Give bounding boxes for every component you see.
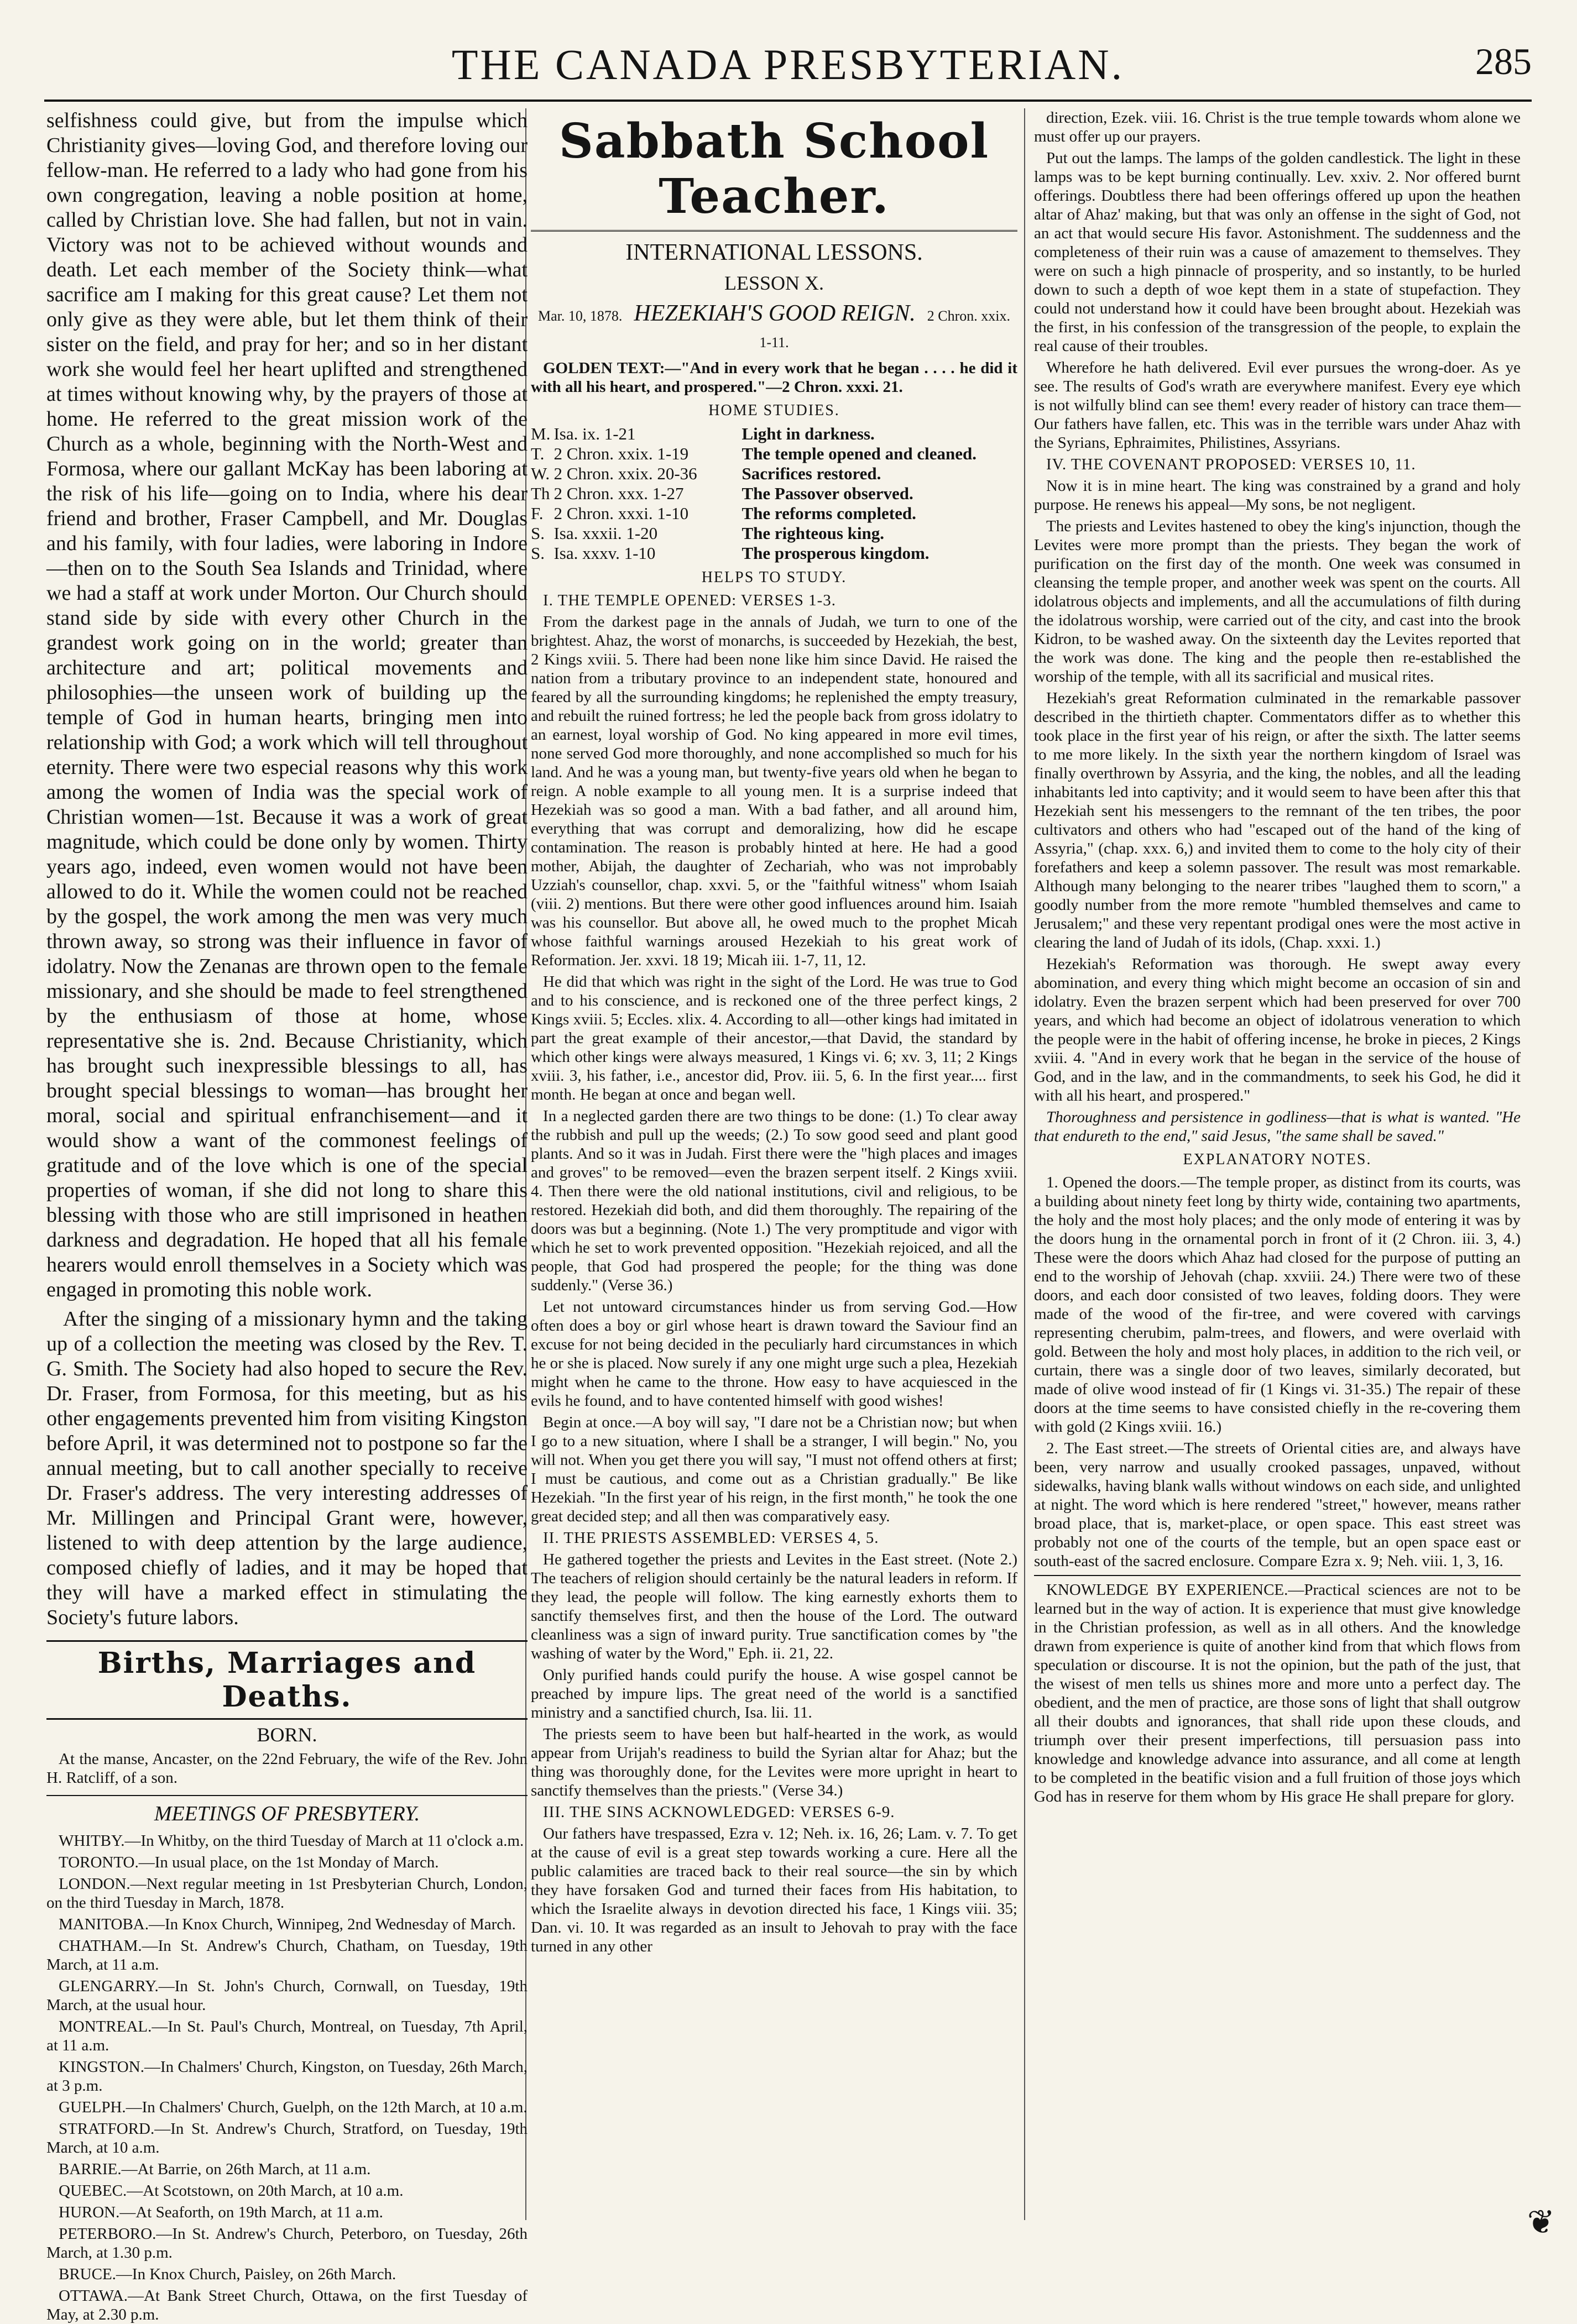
column-1: [46, 108, 528, 2323]
lesson-paragraph: Only purified hands could purify the house. A wise gospel cannot be preached by impure lips. The great need of the world is a sanctified ministry and a sanctified church, Isa. lii. 11.: [531, 1666, 1017, 1721]
lesson-paragraph: direction, Ezek. viii. 16. Christ is the true temple towards whom alone we must offer up our prayers.: [1034, 109, 1521, 145]
lesson-scripture: 2 Chron. xxix. 1-11.: [759, 308, 1011, 350]
lesson-paragraph: Begin at once.—A boy will say, "I dare not be a Christian now; but when I go to a new situation, where I shall be a stranger, I will begin." No, you will not. When you get there you will say, "I must not offend others at first; I must be cautious, and come out as a Christian gradually." Be like Hezekiah. "In the first year of his reign, in the first month," he took the one great decided step; and all then was comparatively easy.: [531, 1414, 1017, 1525]
knowledge-by-experience-paragraph: KNOWLEDGE BY EXPERIENCE.—Practical sciences are not to be learned but in the way of action. It is experience that must give knowledge in the Christian profession, as well as in all others. And the knowledge drawn from experience is quite of another kind from that which flows from speculation or discourse. It is not the opinion, but the path of the just, that the wisest of men tells us shines more and more unto a perfect day. The obedient, and the men of practice, are those sons of light that shall outgrow all their doubts and ignorances, that shall ride upon these clouds, and triumph over their present imperfections, till persuasion pass into knowledge and knowledge advance into assurance, and all come at length to be completed in the beatific vision and a full fruition of those joys which God has in reserve for them whom by His grace He shall prepare for glory.: [1034, 1581, 1521, 1805]
column-divider: [1024, 108, 1025, 2220]
column-2: [531, 108, 1017, 2231]
helps-to-study-heading: HELPS TO STUDY.: [701, 569, 847, 586]
reference: 2 Chron. xxix. 1-19: [553, 444, 689, 463]
day: W.: [531, 464, 550, 483]
meeting-item: LONDON.—Next regular meeting in 1st Presbyterian Church, London, on the third Tuesday in March, 1878.: [46, 1875, 528, 1912]
topic: Light in darkness.: [741, 424, 875, 443]
article-paragraph: selfishness could give, but from the impulse which Christianity gives—loving God, and therefore loving our fellow-man. He referred to a lady who had gone from his own congregation, leaving a noble position at home, called by Christian love. She had fallen, but not in vain. Victory was not to be achieved without wounds and death. Let each member of the Society think—what sacrifice am I making for this great cause? Let them not only give as they were able, but let them think of their sister on the field, and pray for her; and so in her distant work she would feel her heart uplifted and strengthened at times without knowing why, by the prayers of those at home. He referred to the great mission work of the Church as a whole, beginning with the North-West and Formosa, where our gallant McKay has been laboring at the risk of his life—going on to India, where his dear friend and brother, Fraser Campbell, and Mr. Douglas and his family, with four ladies, were laboring in Indore—then on to the South Sea Islands and Trinidad, where we had a staff at work under Morton. Our Church should stand side by side with every other Church in the grandest work going on in the world; greater than architecture and art; political movements and philosophies—the unseen work of building up the temple of God in human hearts, bringing men into relationship with God; a work which will tell throughout eternity. There were two especial reasons why this work among the women of India was the special work of Christian women—1st. Because it was a work of great magnitude, which could be done only by women. Thirty years ago, indeed, even women would not have been allowed to do it. While the women could not be reached by the gospel, the work among the men was very much thrown away, so strong was their influence in favor of idolatry. Now the Zenanas are thrown open to the female missionary, and she should be made to feel strengthened by the enthusiasm of those at home, whose representative she is. 2nd. Because Christianity, which has brought such inexpressible blessings to all, has brought special blessings to woman—has brought her moral, social and spiritual enfranchisement—and it would show a want of the commonest feelings of gratitude and of the love which is one of the special properties of woman, if she did not long to share this blessing with those who are still imprisoned in heathen darkness and degradation. He hoped that all his female hearers would enroll themselves in a Society which was engaged in promoting this noble work.: [46, 109, 528, 1301]
day: M.: [531, 424, 551, 443]
home-studies-table: [531, 424, 1017, 563]
meeting-item: OTTAWA.—At Bank Street Church, Ottawa, on the first Tuesday of May, at 2.30 p.m.: [46, 2287, 528, 2323]
meeting-item: WHITBY.—In Whitby, on the third Tuesday of March at 11 o'clock a.m.: [59, 1832, 524, 1850]
international-lessons-heading: INTERNATIONAL LESSONS.: [531, 230, 1017, 266]
day: S.: [531, 543, 545, 563]
meeting-item: BRUCE.—In Knox Church, Paisley, on 26th March.: [59, 2265, 396, 2283]
explanatory-note: 2. The East street.—The streets of Oriental cities are, and always have been, very narrow and usually crooked passages, unpaved, without sidewalks, having blank walls without windows on each side, and unlighted at night. The word which is here rendered "street," however, means rather broad place, that is, market-place, or open space. This east street was probably not one of the courts of the temple, but an open space east or south-east of the sacred enclosure. Compare Ezra x. 9; Neh. viii. 1, 3, 16.: [1034, 1440, 1521, 1570]
meeting-item: GUELPH.—In Chalmers' Church, Guelph, on the 12th March, at 10 a.m.: [59, 2098, 528, 2116]
lesson-paragraph: Thoroughness and persistence in godliness—that is what is wanted. "He that endureth to the end," said Jesus, "the same shall be saved.": [1034, 1108, 1521, 1145]
born-notice: At the manse, Ancaster, on the 22nd February, the wife of the Rev. John H. Ratcliff, of a son.: [46, 1750, 528, 1787]
table-row: [531, 524, 1017, 543]
lesson-paragraph: Hezekiah's great Reformation culminated in the remarkable passover described in the thirtieth chapter. Commentators differ as to whether this took place in the first year of his reign, or after the sixth. The latter seems to me more likely. In the sixth year the northern kingdom of Israel was finally overthrown by Assyria, and the king, the nobles, and all the leading inhabitants led into captivity; and it would seem to have been after this that Hezekiah sent his messengers to the remnant of the ten tribes, the poor cultivators and others who had "escaped out of the hand of the king of Assyria," (chap. xxx. 6,) and invited them to come to the holy city of their forefathers and keep a solemn passover. The result was most remarkable. Although many belonging to the nearer tribes "laughed them to scorn," a goodly number from the more remote "humbled themselves and came to Jerusalem;" and these very repentant prodigal ones were the most active in clearing the land of Judah of its idols, (Chap. xxxi. 1.): [1034, 689, 1521, 951]
day: F.: [531, 504, 544, 523]
newspaper-title: THE CANADA PRESBYTERIAN.: [451, 40, 1125, 88]
explanatory-note: 1. Opened the doors.—The temple proper, as distinct from its courts, was a building about ninety feet long by thirty wide, containing two apartments, the holy and the most holy places; and the only mode of entering it was by the doors hung in the ornamental porch in front of it (2 Chron. iii. 3, 4.) These were the doors which Ahaz had closed for the purpose of putting an end to the worship of Jehovah (chap. xxviii. 24.) There were two of these doors, and each door consisted of two leaves, folding doors. They were made of the wood of the fir-tree, and were covered with carvings representing cherubim, palm-trees, and flowers, and were overlaid with gold. Between the holy and most holy places, in addition to the rich veil, or curtain, there was a single door of two leaves, similarly decorated, but made of olive wood instead of fir (1 Kings vi. 31-35.) The repair of these doors at the time seems to have consisted chiefly in the re-covering them with gold (2 Kings xviii. 16.): [1034, 1174, 1521, 1436]
lesson-paragraph: The priests and Levites hastened to obey the king's injunction, though the Levites were more prompt than the priests. They began the work of purification on the first day of the month. One week was consumed in cleansing the temple proper, and another week was spent on the courts. All idolatrous objects and implements, and all the accumulations of filth during the idolatrous worship, were carried out of the city, and cast into the brook Kidron, to be washed away. On the sixteenth day the Levites reported that the work was done. The king and the people then re-established the worship of the temple, with all its sacrificial and musical rites.: [1034, 517, 1521, 685]
topic: The righteous king.: [741, 524, 884, 543]
article-paragraph: After the singing of a missionary hymn and the taking up of a collection the meeting was closed by the Rev. T. G. Smith. The Society had also hoped to secure the Rev. Dr. Fraser, from Formosa, for this meeting, but as his other engagements prevented him from visiting Kingston before April, it was determined not to postpone so far the annual meeting, but to call another specially to receive Dr. Fraser's address. The very interesting addresses of Mr. Millingen and Principal Grant were, however, listened to with deep attention by the large audience, composed chiefly of ladies, and it may be hoped that they will have a marked effect in stimulating the Society's future labors.: [46, 1307, 528, 1629]
meeting-item: QUEBEC.—At Scotstown, on 20th March, at 10 a.m.: [59, 2182, 404, 2200]
lesson-paragraph: In a neglected garden there are two things to be done: (1.) To clear away the rubbish and pull up the weeds; (2.) To sow good seed and plant good plants. And so it was in Judah. First there were the "high places and images and groves" to be removed—even the brazen serpent itself. 2 Kings xviii. 4. Then there were the old national institutions, civil and religious, to be restored. Hezekiah did both, and did them thoroughly. The repairing of the doors was but a beginning. (Note 1.) The very promptitude and vigor with which he set to work prevented opposition. "Hezekiah rejoiced, and all the people, that God had prospered the people; for the thing was done suddenly." (Verse 36.): [531, 1107, 1017, 1294]
lesson-paragraph: Let not untoward circumstances hinder us from serving God.—How often does a boy or girl whose heart is drawn toward the Saviour find an excuse for not being decided in the peculiarly hard circumstances in which he or she is placed. Now surely if any one might urge such a plea, Hezekiah might when he came to the throne. How easy to have acquiesced in the evils he found, and to have contented himself with good wishes!: [531, 1298, 1017, 1410]
explanatory-notes-heading: EXPLANATORY NOTES.: [1183, 1151, 1372, 1168]
table-row: [531, 444, 1017, 464]
section-heading: I. THE TEMPLE OPENED: VERSES 1-3.: [543, 592, 837, 609]
sabbath-school-teacher-masthead: Sabbath School Teacher.: [558, 113, 990, 224]
meeting-item: MONTREAL.—In St. Paul's Church, Montreal, on Tuesday, 7th April, at 11 a.m.: [46, 2018, 528, 2054]
meeting-item: CHATHAM.—In St. Andrew's Church, Chatham, on Tuesday, 19th March, at 11 a.m.: [46, 1937, 528, 1974]
table-row: [531, 464, 1017, 484]
lesson-paragraph: Put out the lamps. The lamps of the golden candlestick. The light in these lamps was to be kept burning continually. Lev. xxiv. 2. Nor offered burnt offerings. Doubtless there had been offerings offered up upon the heathen altar of Ahaz' making, but that was only an offense in the sight of God, not an act that would secure His favor. Astonishment. The suddenness and the completeness of their ruin was a cause of amazement to themselves. They were on such a high pinnacle of prosperity, and so instantly, to be hurled down to such a depth of woe kept them in a state of stupefaction. They could not understand how it could have been brought about. Hezekiah was the first, in his confession of the transgression of the people, to explain the real cause of their troubles.: [1034, 149, 1521, 355]
meeting-item: GLENGARRY.—In St. John's Church, Cornwall, on Tuesday, 19th March, at the usual hour.: [46, 1977, 528, 2014]
reference: 2 Chron. xxxi. 1-10: [553, 504, 689, 523]
lesson-paragraph: He gathered together the priests and Levites in the East street. (Note 2.) The teachers of religion should certainly be the natural leaders in reform. If they lead, the people will follow. The king earnestly exhorts them to sanctify themselves first, and then the house of the Lord. The outward cleanliness was a sign of inward purity. True sanctification comes by "the washing of water by the Word," Eph. ii. 21, 22.: [531, 1551, 1017, 1662]
page-number: 285: [1475, 40, 1532, 82]
born-heading: BORN.: [257, 1724, 317, 1746]
lesson-paragraph: Hezekiah's Reformation was thorough. He swept away every abomination, and every thing which might become an occasion of sin and idolatry. Even the brazen serpent which had been preserved for over 700 years, and which had become an object of idolatrous veneration to which the people were in the habit of offering incense, he broke in pieces, 2 Kings xviii. 4. "And in every work that he began in the service of the house of God, and in the law, and in the commandments, to seek his God, he did it with all his heart, and prospered.": [1034, 955, 1521, 1105]
table-row: [531, 543, 1017, 563]
reference: Isa. xxxv. 1-10: [553, 543, 656, 563]
table-row: [531, 504, 1017, 524]
lesson-paragraph: Now it is in mine heart. The king was constrained by a grand and holy purpose. He renews his appeal—My sons, be not negligent.: [1034, 477, 1521, 514]
meeting-item: KINGSTON.—In Chalmers' Church, Kingston, on Tuesday, 26th March, at 3 p.m.: [46, 2058, 528, 2095]
topic: The reforms completed.: [741, 504, 916, 523]
section-divider: [1034, 1575, 1521, 1576]
table-row: [531, 424, 1017, 444]
topic: Sacrifices restored.: [741, 464, 881, 483]
lesson-paragraph: Our fathers have trespassed, Ezra v. 12; Neh. ix. 16, 26; Lam. v. 7. To get at the cause of evil is a great step towards working a cure. Here all the public calamities are traced back to their real source—the sin by which they have forsaken God and turned their faces from His habitation, to which the Israelite always in devotion directed his face, 1 Kings viii. 35; Dan. vi. 10. It was regarded as an insult to Jehovah to pray with the face turned in any other: [531, 1825, 1017, 1955]
column-3: [1034, 108, 1521, 2231]
births-marriages-deaths-heading: Births, Marriages and Deaths.: [46, 1640, 528, 1720]
reference: 2 Chron. xxix. 20-36: [553, 464, 697, 483]
meetings-heading: MEETINGS OF PRESBYTERY.: [46, 1795, 528, 1826]
section-heading: III. THE SINS ACKNOWLEDGED: VERSES 6-9.: [543, 1803, 895, 1821]
lesson-date: Mar. 10, 1878.: [537, 308, 623, 324]
section-heading: IV. THE COVENANT PROPOSED: VERSES 10, 11.: [1046, 456, 1416, 473]
day: T.: [531, 444, 545, 463]
meeting-item: BARRIE.—At Barrie, on 26th March, at 11 a.m.: [59, 2160, 371, 2178]
lesson-paragraph: He did that which was right in the sight of the Lord. He was true to God and to his conscience, and is reckoned one of the three perfect kings, 2 Kings xviii. 5; Eccles. xlix. 4. According to all—other kings had imitated in part the great example of their ancestor,—that David, the standard by which other kings were always measured, 1 Kings vi. 6; xv. 3, 11; 2 Kings xviii. 3, his father, i.e., ancestor did, Prov. iii. 5, 6. In the first year.... first month. He began at once and began well.: [531, 973, 1017, 1103]
printer-ornament-icon: ❦: [1527, 2204, 1555, 2241]
table-row: [531, 484, 1017, 504]
meeting-item: PETERBORO.—In St. Andrew's Church, Peterboro, on Tuesday, 26th March, at 1.30 p.m.: [46, 2225, 528, 2262]
meeting-item: STRATFORD.—In St. Andrew's Church, Stratford, on Tuesday, 19th March, at 10 a.m.: [46, 2120, 528, 2156]
meeting-item: TORONTO.—In usual place, on the 1st Monday of March.: [59, 1854, 439, 1871]
reference: 2 Chron. xxx. 1-27: [553, 484, 684, 503]
reference: Isa. ix. 1-21: [553, 424, 636, 443]
meeting-item: HURON.—At Seaforth, on 19th March, at 11 a.m.: [59, 2203, 383, 2221]
lesson-paragraph: From the darkest page in the annals of Judah, we turn to one of the brightest. Ahaz, the worst of monarchs, is succeeded by Hezekiah, the best, 2 Kings xviii. 5. There had been none like him since David. He raised the nation from a tributary province to an independent state, honoured and feared by all the surrounding kingdoms; he replenished the empty treasury, and rebuilt the ruined fortress; he led the people back from gross idolatry to an earnest, loyal worship of God. No king appeared in more evil times, none served God more thoroughly, and none accomplished so much for his land. And he was a young man, but twenty-five years old when he began to reign. A noble example to all young men. It is a surprise indeed that Hezekiah was so good a man. With a bad father, and all around him, everything that was corrupt and demoralizing, how did he escape contamination. The reason is probably hinted at here. He had a good mother, Abijah, the daughter of Zechariah, who was not improbably Uzziah's counsellor, chap. xxvi. 5, or the "faithful witness" whom Isaiah (viii. 2) mentions. But there were other good influences around him. Isaiah was his counsellor. But above all, he owed much to the prophet Micah whose faithful warnings aroused Hezekiah to his great work of Reformation. Jer. xxvi. 18 19; Micah iii. 1-7, 11, 12.: [531, 613, 1017, 969]
lesson-paragraph: The priests seem to have been but half-hearted in the work, as would appear from Urijah's readiness to build the Syrian altar for Ahaz; but the thing was thoroughly done, for the Levites were more upright in heart to sanctify themselves than the priests." (Verse 34.): [531, 1725, 1017, 1799]
day: Th: [531, 484, 550, 503]
home-studies-heading: HOME STUDIES.: [708, 402, 840, 419]
topic: The Passover observed.: [741, 484, 913, 503]
meeting-item: MANITOBA.—In Knox Church, Winnipeg, 2nd Wednesday of March.: [59, 1915, 516, 1933]
day: S.: [531, 524, 545, 543]
lesson-paragraph: Wherefore he hath delivered. Evil ever pursues the wrong-doer. As ye see. The results of God's wrath are everywhere manifest. Every eye which is not wilfully blind can see them! every reader of history can trace them—Our fathers have fallen, etc. This was in the terrible wars under Ahaz with the Syrians, Ephraimites, Philistines, Assyrians.: [1034, 359, 1521, 452]
lesson-number: LESSON X.: [724, 272, 824, 294]
lesson-title-line: [531, 300, 1017, 353]
golden-text: GOLDEN TEXT:—"And in every work that he began . . . . he did it with all his heart, and prospered."—2 Chron. xxxi. 21.: [531, 359, 1017, 396]
topic: The temple opened and cleaned.: [741, 444, 977, 463]
page-header: [44, 22, 1532, 102]
lesson-title: HEZEKIAH'S GOOD REIGN.: [634, 301, 916, 326]
topic: The prosperous kingdom.: [741, 543, 930, 563]
section-heading: II. THE PRIESTS ASSEMBLED: VERSES 4, 5.: [543, 1529, 879, 1547]
reference: Isa. xxxii. 1-20: [553, 524, 658, 543]
